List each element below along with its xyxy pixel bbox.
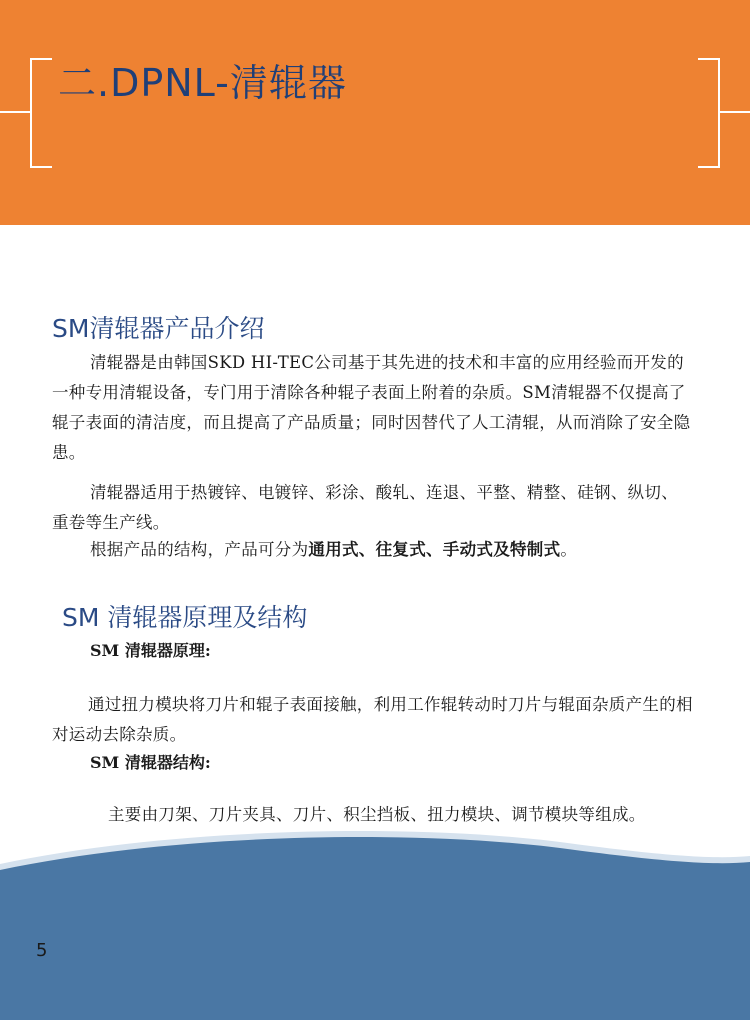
structure-label: SM 清辊器结构: [90, 753, 211, 772]
classification-prefix: 根据产品的结构，产品可分为 [90, 540, 309, 559]
footer-wave [0, 820, 750, 1020]
left-bracket-tick [0, 111, 30, 113]
page-title: 二.DPNL-清辊器 [58, 61, 347, 105]
left-bracket-frame [30, 58, 52, 168]
right-bracket-frame [698, 58, 720, 168]
right-bracket-tick [720, 111, 750, 113]
structure-paragraph: 主要由刀架、刀片夹具、刀片、积尘挡板、扭力模块、调节模块等组成。 [108, 805, 646, 824]
footer-wave-fill [0, 837, 750, 1020]
classification-suffix: 。 [560, 540, 578, 559]
classification-paragraph [90, 535, 710, 565]
header-band [0, 0, 750, 225]
intro-paragraph: 清辊器是由韩国SKD HI-TEC公司基于其先进的技术和丰富的应用经验而开发的一种专用清辊设备，专门用于清除各种辊子表面上附着的杂质。SM清辊器不仅提高了辊子表面的清洁度，而且提高了产品质量；同时因替代了人工清辊，从而消除了安全隐患。 [52, 353, 691, 462]
section-heading-principle: SM 清辊器原理及结构 [62, 603, 308, 632]
principle-paragraph: 通过扭力模块将刀片和辊子表面接触，利用工作辊转动时刀片与辊面杂质产生的相对运动去除杂质。 [52, 695, 693, 744]
section-heading-intro: SM清辊器产品介绍 [52, 314, 265, 343]
application-paragraph: 清辊器适用于热镀锌、电镀锌、彩涂、酸轧、连退、平整、精整、硅钢、纵切、重卷等生产线。 [52, 483, 678, 532]
classification-types: 通用式、往复式、手动式及特制式 [308, 540, 561, 559]
principle-label: SM 清辊器原理: [90, 641, 211, 660]
page-number: 5 [36, 940, 48, 961]
